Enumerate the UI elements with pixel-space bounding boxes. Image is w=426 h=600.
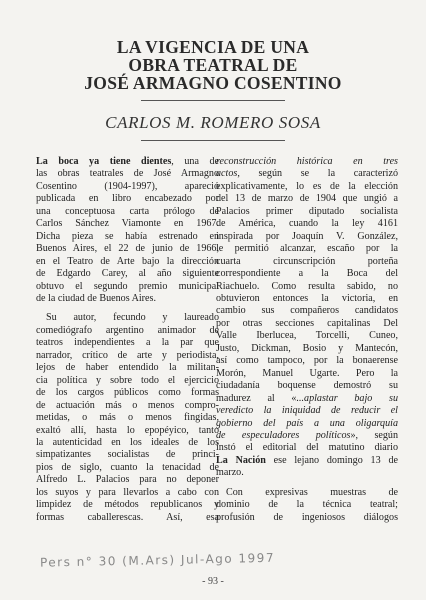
text-line	[36, 325, 219, 337]
text-line	[216, 268, 398, 280]
text-line	[216, 193, 398, 205]
text-line	[216, 405, 398, 417]
left-text-column	[36, 156, 219, 524]
text-line	[36, 312, 219, 324]
text-run: así como tampoco, por la bonaerense	[216, 355, 398, 367]
text-line	[216, 281, 398, 293]
text-run: en el Teatro de Arte bajo la dirección	[36, 255, 219, 267]
text-line	[36, 499, 219, 511]
text-line	[36, 256, 219, 268]
text-run: Con expresivas muestras de	[226, 486, 398, 498]
text-run: de los cargos públicos como formas	[36, 387, 219, 399]
text-line	[216, 418, 398, 430]
text-run: correspondiente a la Boca del	[216, 268, 398, 280]
text-line	[216, 156, 398, 168]
text-run: pios de siglo, cuanto la tenacidad de	[36, 461, 219, 473]
title-line: JOSÉ ARMAGNO COSENTINO	[84, 73, 342, 93]
text-run: de Edgardo Carey, al año siguiente	[36, 268, 219, 280]
text-run: narrador, crítico de arte y periodista,	[36, 349, 219, 361]
text-line	[36, 218, 219, 230]
text-line	[36, 181, 219, 193]
text-line	[216, 293, 398, 305]
text-run: la autenticidad en los ideales de los	[36, 436, 219, 448]
text-run: obtuvo el segundo premio municipal	[36, 280, 219, 292]
text-run: instó el editorial del matutino diario	[216, 442, 398, 454]
text-line	[216, 499, 398, 511]
text-run: del 13 de marzo de 1904 que ungió a	[216, 193, 398, 205]
article-title	[30, 38, 396, 92]
text-run: ciudadanía boquense demostró su	[216, 380, 398, 392]
text-line	[36, 350, 219, 362]
italic-text: ...aplastar bajo su	[296, 392, 398, 404]
text-run: teatros independientes a la par que	[36, 337, 219, 349]
text-line	[36, 425, 219, 437]
text-line	[36, 375, 219, 387]
text-run: de América, cuando la ley 4161	[216, 218, 398, 230]
text-run: las obras teatrales de José Armagno	[36, 168, 219, 180]
text-run: formas caballerescas. Así, esa	[36, 511, 219, 523]
text-line	[36, 449, 219, 461]
text-line	[216, 218, 398, 230]
text-run: », según	[350, 429, 398, 441]
text-run: cuarta circunscripción porteña	[216, 255, 398, 267]
text-line	[36, 206, 219, 218]
text-line	[36, 437, 219, 449]
title-divider-top	[141, 100, 285, 101]
italic-text: de especuladores políticos	[216, 429, 351, 441]
text-run: marzo.	[216, 467, 244, 479]
text-run: obtuvieron entonces la victoria, en	[216, 292, 398, 304]
text-run: cia política y sobre todo el ejercicio	[36, 374, 219, 386]
text-line	[216, 330, 398, 342]
text-run: Buenos Aires, el 22 de junio de 1966,	[36, 243, 219, 255]
text-line	[36, 462, 219, 474]
text-line	[36, 281, 219, 293]
text-run: explicativamente, lo es de la elección	[216, 180, 398, 192]
text-line	[216, 467, 398, 479]
text-run: Carlos Sánchez Viamonte en 1967.	[36, 218, 219, 230]
text-run: profusión de ingeniosos diálogos	[216, 511, 398, 523]
text-run: simpatizantes socialistas de princi-	[36, 449, 219, 461]
text-run: Palacios primer diputado socialista	[216, 205, 398, 217]
text-line	[216, 168, 398, 180]
text-run: publicada en libro encabezado por	[36, 193, 219, 205]
text-run: una conceptuosa carta prólogo de	[36, 205, 219, 217]
text-line	[36, 512, 219, 524]
bold-text: La Nación	[216, 454, 266, 466]
text-line	[36, 474, 219, 486]
text-run: exaltó allí, hasta lo epopéyico, tanto	[36, 424, 219, 436]
text-run: madurez al «	[216, 392, 297, 404]
text-line	[216, 442, 398, 454]
text-run: Alfredo L. Palacios para no deponer	[36, 474, 219, 486]
text-run: lejos de haber entendido la militan-	[36, 362, 219, 374]
text-run: le permitió alcanzar, escaño por la	[216, 243, 398, 255]
text-line	[216, 256, 398, 268]
text-line	[216, 181, 398, 193]
text-run: , una de	[171, 156, 219, 167]
title-line: LA VIGENCIA DE UNA	[116, 37, 310, 57]
paragraph-gap	[36, 305, 219, 312]
text-run: los suyos y para llevarlos a cabo con	[36, 486, 219, 498]
text-line	[36, 156, 219, 168]
text-run: de actuación más o menos compro-	[36, 399, 219, 411]
text-line	[36, 243, 219, 255]
text-line	[216, 243, 398, 255]
text-line	[216, 430, 398, 442]
text-run: ese lejano domingo 13 de	[265, 454, 398, 466]
text-line	[36, 193, 219, 205]
text-line	[36, 412, 219, 424]
paragraph-gap	[216, 480, 398, 487]
text-run: limpidez de métodos republicanos y	[36, 499, 219, 511]
text-run: Cosentino (1904-1997), apareció	[36, 180, 219, 192]
text-run: dominio de la técnica teatral;	[216, 499, 398, 511]
text-run: Valle Iberlucea, Torcelli, Cuneo,	[216, 330, 398, 342]
text-run: Justo, Dickman, Bosio y Mantecón,	[216, 342, 398, 354]
text-run: Dicha pieza se había estrenado en	[36, 230, 219, 242]
text-line	[216, 512, 398, 524]
handwritten-note: Pers n° 30 (M.Ars) Jul-Ago 1997	[39, 550, 276, 570]
page-number: - 93 -	[202, 576, 224, 587]
text-line	[216, 231, 398, 243]
text-run: Riachuelo. Como resulta sabido, no	[216, 280, 398, 292]
italic-text: reconstrucción histórica en tres	[216, 156, 398, 167]
text-line	[36, 168, 219, 180]
text-line	[36, 387, 219, 399]
bold-text: La boca ya tiene dientes	[36, 156, 172, 167]
title-divider-bottom	[141, 140, 285, 141]
text-line	[36, 268, 219, 280]
text-line	[216, 487, 398, 499]
text-line	[216, 355, 398, 367]
right-text-column	[216, 156, 398, 524]
text-run: metidas, o más o menos fingidas,	[36, 412, 219, 424]
text-line	[216, 368, 398, 380]
italic-text: gobierno del país a una oligarquía	[216, 417, 398, 429]
text-line	[216, 455, 398, 467]
text-line	[36, 487, 219, 499]
text-run: , según se la caracterizó	[237, 168, 398, 180]
text-line	[216, 305, 398, 317]
italic-text: veredicto la iniquidad de reducir el	[216, 405, 398, 417]
text-run: Su autor, fecundo y laureado	[46, 312, 219, 324]
text-run: Morón, Manuel Ugarte. Pero la	[216, 367, 398, 379]
text-line	[216, 380, 398, 392]
text-line	[216, 393, 398, 405]
text-run: inspirada por Joaquín V. González,	[216, 230, 398, 242]
text-run: de la ciudad de Buenos Aires.	[36, 292, 156, 304]
text-run: comediógrafo argentino animador de	[36, 324, 219, 336]
text-line	[216, 343, 398, 355]
text-line	[36, 400, 219, 412]
text-line	[36, 337, 219, 349]
text-line	[216, 206, 398, 218]
author-name: CARLOS M. ROMERO SOSA	[105, 113, 321, 132]
text-line	[36, 231, 219, 243]
text-run: por otras secciones capitalinas Del	[216, 317, 398, 329]
text-line	[216, 318, 398, 330]
italic-text: actos	[216, 168, 238, 180]
text-line	[36, 362, 219, 374]
title-line: OBRA TEATRAL DE	[128, 55, 298, 75]
text-line	[36, 293, 219, 305]
text-run: cambio sus compañeros candidatos	[216, 305, 398, 317]
